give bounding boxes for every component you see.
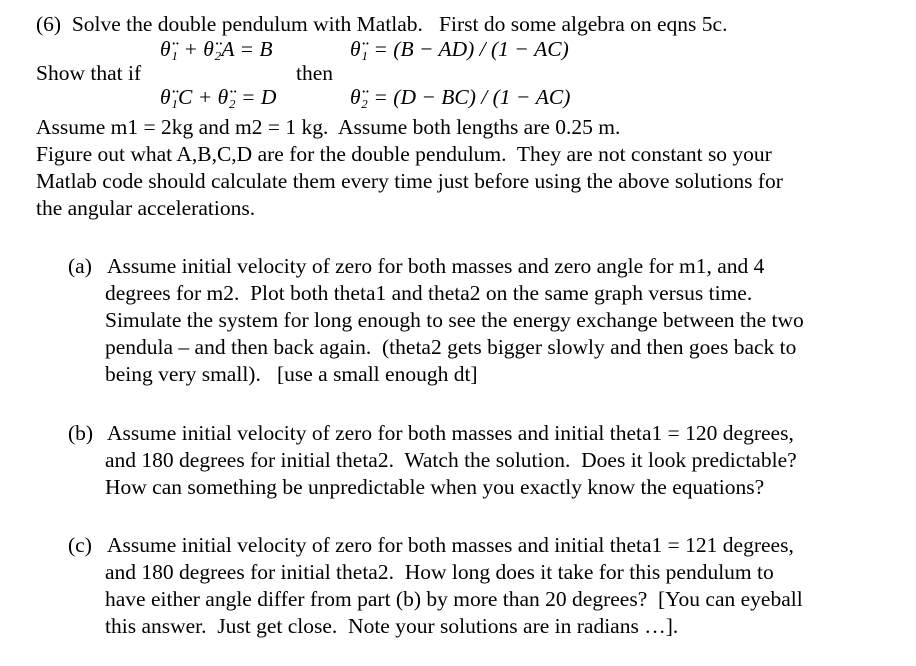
result-equation-2: θ̈₂ = (D − BC) / (1 − AC)	[350, 85, 571, 109]
part-b-line: How can something be unpredictable when you exactly know the equations?	[105, 475, 765, 499]
part-c-line: Assume initial velocity of zero for both masses and initial theta1 = 121 degrees,	[107, 533, 794, 557]
part-a-line: being very small). [use a small enough dt]	[105, 362, 478, 386]
part-a-label: (a)	[68, 254, 92, 278]
part-a-line: pendula – and then back again. (theta2 gets bigger slowly and then goes back to	[105, 335, 797, 359]
given-equation-1: θ̈₁ + θ̈₂A = B	[160, 37, 273, 61]
then-label: then	[296, 61, 334, 85]
result-equation-1: θ̈₁ = (B − AD) / (1 − AC)	[350, 37, 569, 61]
problem-title: (6) Solve the double pendulum with Matlab. First do some algebra on eqns 5c.	[36, 12, 728, 36]
part-a-line: Assume initial velocity of zero for both masses and zero angle for m1, and 4	[107, 254, 765, 278]
part-c-line: and 180 degrees for initial theta2. How long does it take for this pendulum to	[105, 560, 774, 584]
part-c-label: (c)	[68, 533, 92, 557]
part-b-label: (b)	[68, 421, 94, 445]
intro-line: Matlab code should calculate them every time just before using the above solutions for	[36, 169, 783, 193]
given-equation-2: θ̈₁C + θ̈₂ = D	[160, 85, 277, 109]
part-a-line: degrees for m2. Plot both theta1 and theta2 on the same graph versus time.	[105, 281, 753, 305]
intro-line: Figure out what A,B,C,D are for the double pendulum. They are not constant so your	[36, 142, 772, 166]
part-c-line: this answer. Just get close. Note your solutions are in radians …].	[105, 614, 679, 638]
show-that-if-label: Show that if	[36, 61, 142, 85]
part-b-line: and 180 degrees for initial theta2. Watch the solution. Does it look predictable?	[105, 448, 797, 472]
intro-line: Assume m1 = 2kg and m2 = 1 kg. Assume both lengths are 0.25 m.	[36, 115, 621, 139]
part-b-line: Assume initial velocity of zero for both masses and initial theta1 = 120 degrees,	[107, 421, 794, 445]
part-c-line: have either angle differ from part (b) by more than 20 degrees? [You can eyeball	[105, 587, 803, 611]
part-a-line: Simulate the system for long enough to see the energy exchange between the two	[105, 308, 804, 332]
intro-line: the angular accelerations.	[36, 196, 256, 220]
